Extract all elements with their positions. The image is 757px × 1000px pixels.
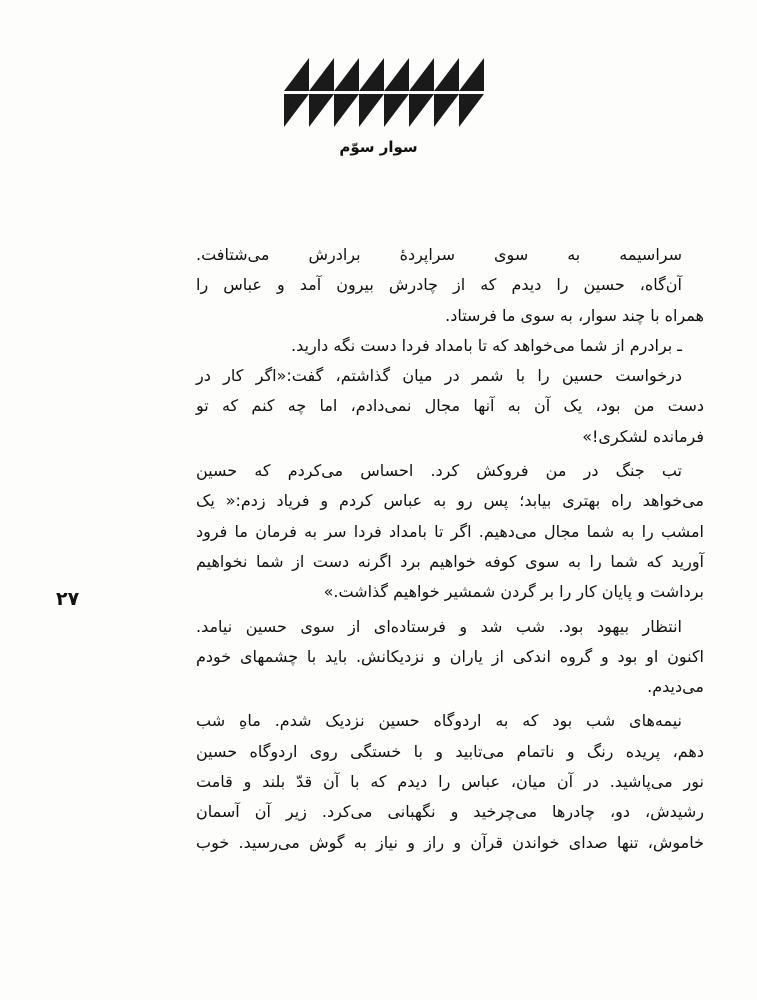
text-line: تب جنگ در من فروکش کرد. احساس می‌کردم که حسین — [196, 461, 682, 481]
chapter-title: سوار سوّم — [339, 138, 418, 156]
triangle-ornament-icon — [284, 58, 484, 128]
text-line: دهم، پریده رنگ و ناتمام می‌تابید و با خستگی روی اردوگاه حسین — [196, 741, 704, 761]
text-line: برداشت و پایان کار را بر گردن شمشیر خواهیم گذاشت.» — [323, 582, 704, 602]
text-line: اکنون او بود و گروه اندکی از یاران و نزدیکانش. باید با چشمهای خودم — [196, 646, 704, 666]
text-line: آن‌گاه، حسین را دیدم که از چادرش بیرون آمد و عباس را — [196, 275, 682, 295]
text-line: خاموش، تنها صدای خواندن قرآن و راز و نیاز به گوش می‌رسید. خوب — [196, 832, 704, 852]
text-line: می‌دیدم. — [647, 677, 704, 697]
text-line: فرمانده لشکری!» — [582, 426, 704, 446]
text-line: انتظار بیهود بود. شب شد و فرستاده‌ای از سوی حسین نیامد. — [196, 616, 682, 636]
text-line: ـ برادرم از شما می‌خواهد که تا بامداد فردا دست نگه دارید. — [291, 335, 682, 355]
text-line: نیمه‌های شب بود که به اردوگاه حسین نزدیک شدم. ماهِ شب — [196, 711, 682, 731]
text-line: دست من بود، یک آن به آنها مجال نمی‌دادم، اما چه کنم که تو — [196, 396, 704, 416]
text-line: امشب را به شما مجال می‌دهیم. اگر تا بامداد فردا سر به فرمان ما فرود — [196, 521, 704, 541]
text-line: آورید که شما را به سوی کوفه خواهیم برد اگرنه دست از شما نخواهیم — [196, 551, 704, 571]
text-line: نور می‌پاشید. در آن میان، عباس را دیدم که با آن قدّ بلند و قامت — [196, 772, 704, 792]
page-number: ۲۷ — [56, 588, 80, 610]
text-line: می‌خواهد راه بهتری بیابد؛ پس رو به عباس کردم و فریاد زدم:« یک — [196, 491, 704, 511]
text-line: رشیدش، دو، چادرها می‌چرخید و نگهبانی می‌کرد. زیر آن آسمان — [196, 802, 704, 822]
text-line: سراسیمه به سوی سراپردهٔ برادرش می‌شتافت. — [196, 245, 682, 264]
text-line: همراه با چند سوار، به سوی ما فرستاد. — [445, 305, 704, 325]
body-text — [196, 240, 704, 858]
text-line: درخواست حسین را با شمر در میان گذاشتم، گفت:«اگر کار در — [196, 366, 682, 386]
